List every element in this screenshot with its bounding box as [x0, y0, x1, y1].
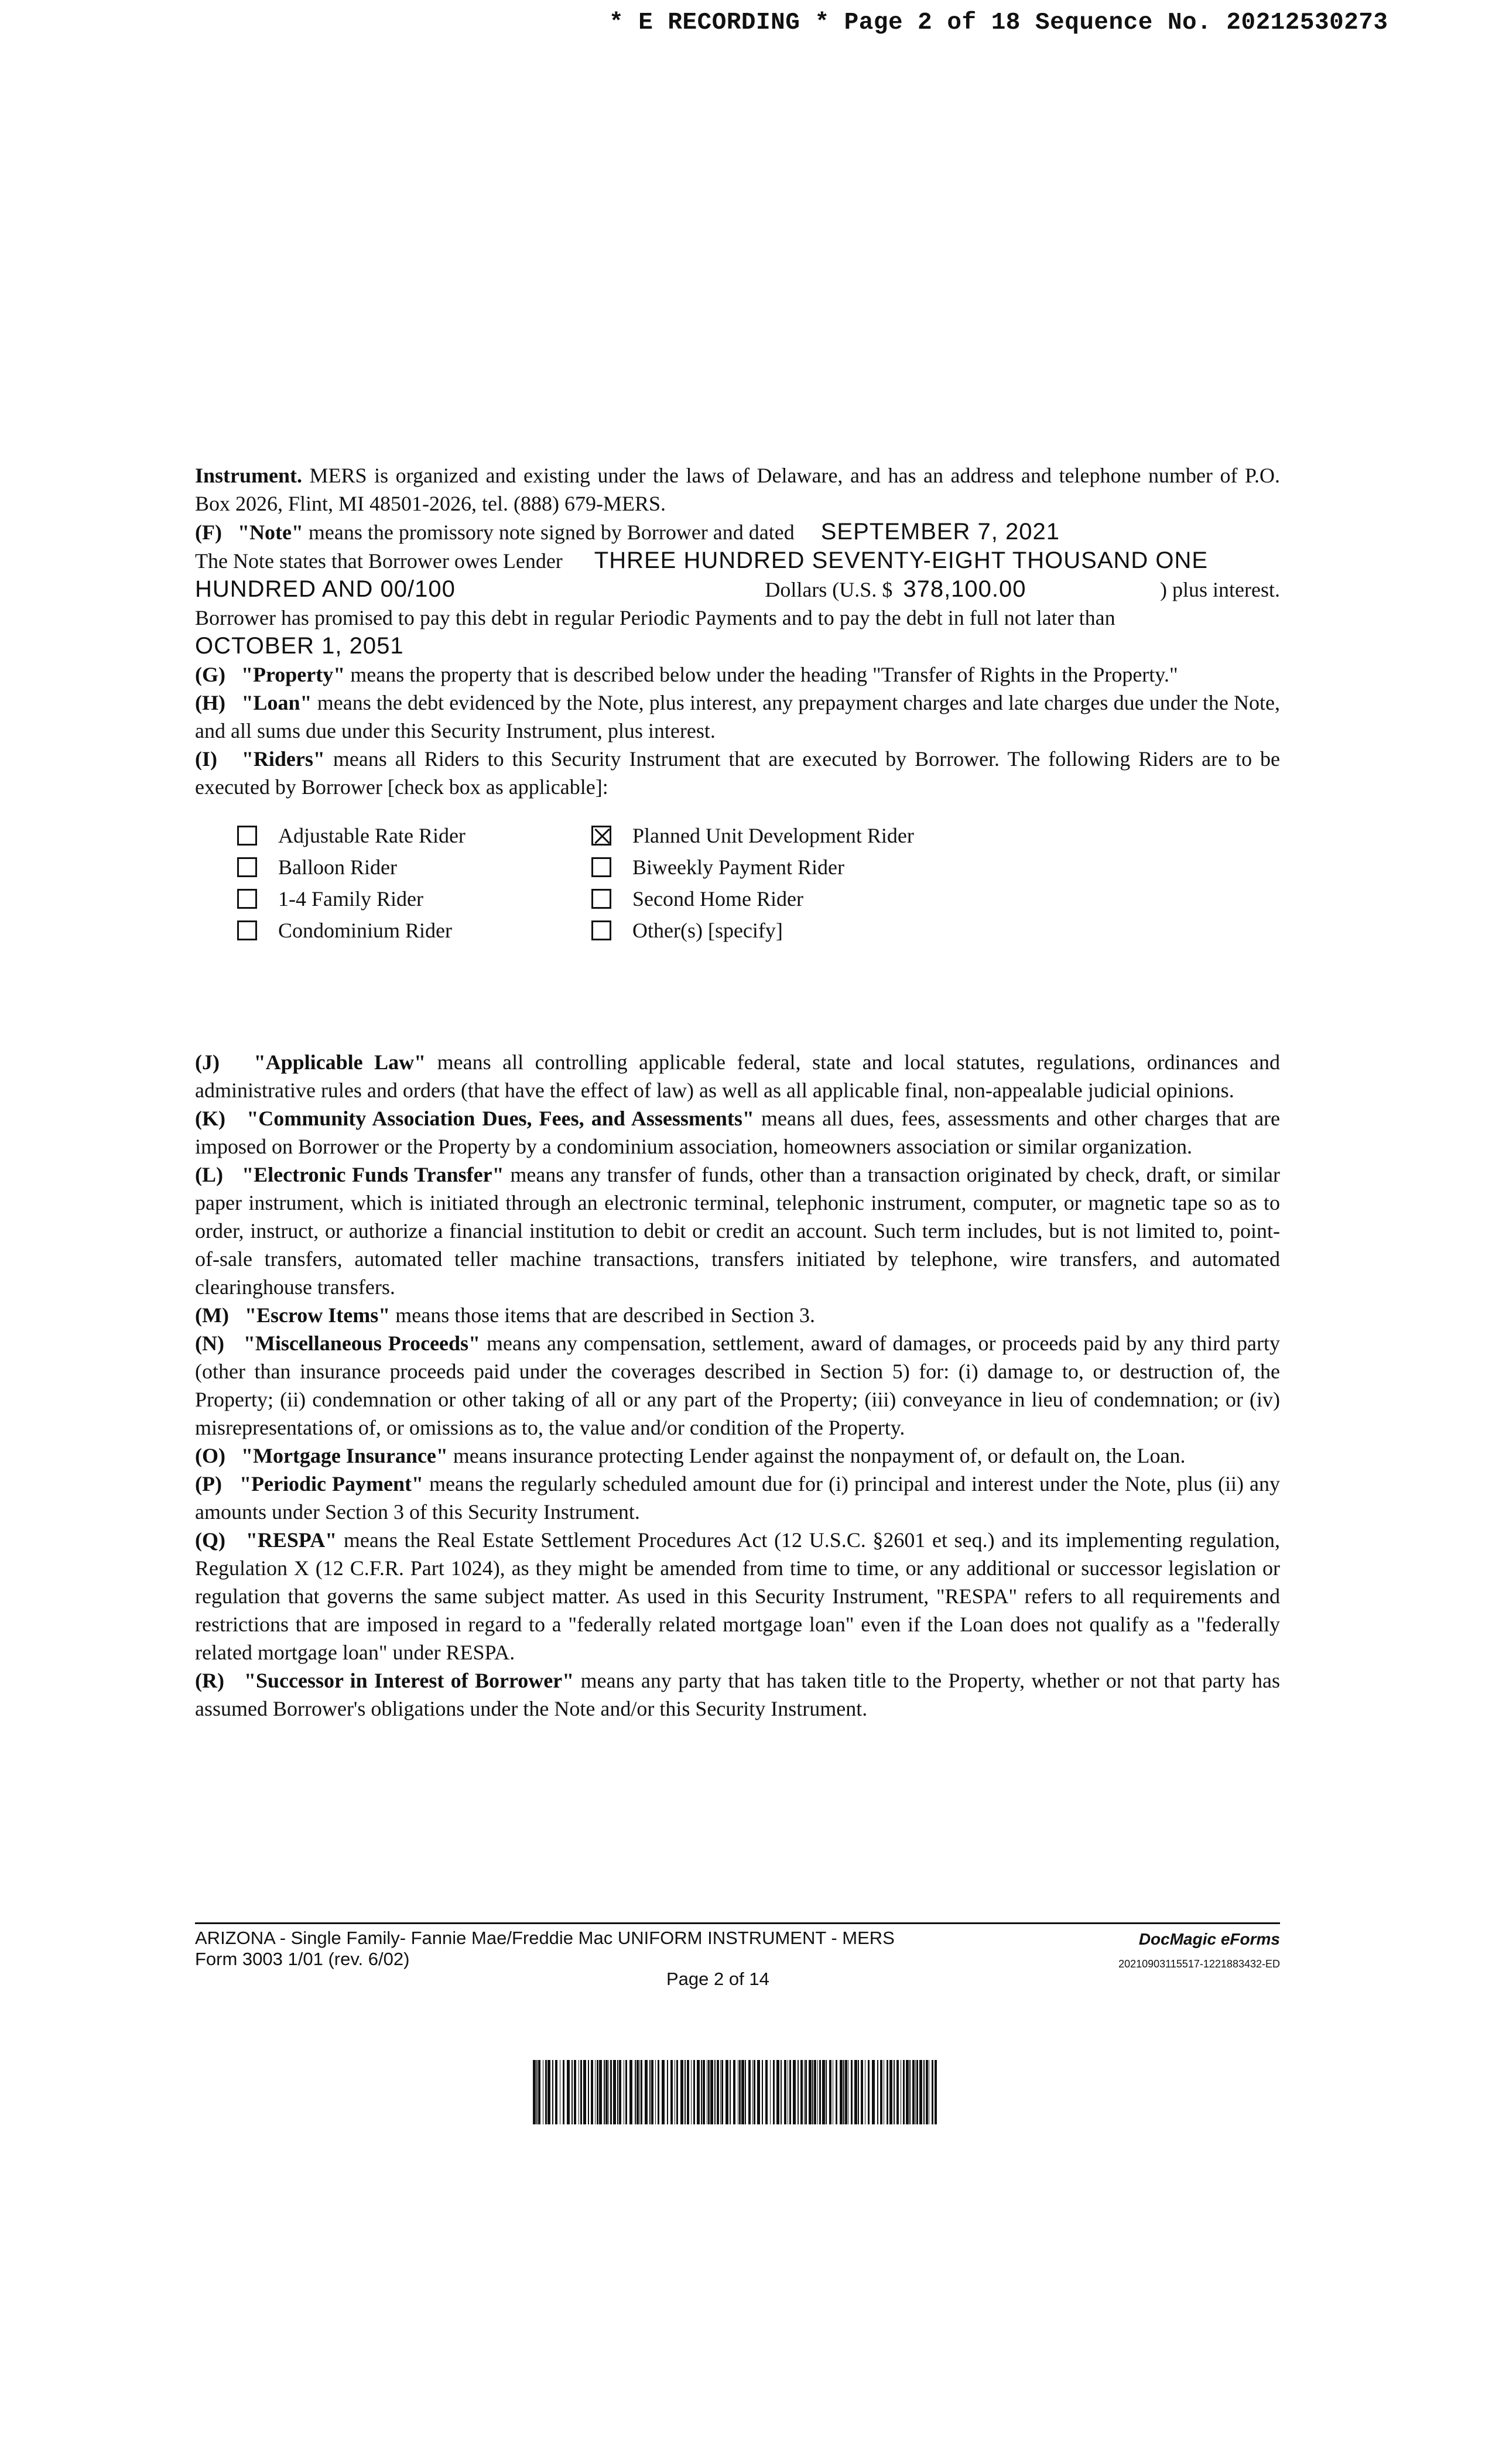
definition-text: means all Riders to this Security Instrument that are executed by Borrower. The following Riders are to be executed by Borrower [check box as applicable]: [195, 747, 1281, 799]
definition-term: "Miscellaneous Proceeds" [243, 1332, 481, 1355]
definition-paragraph [195, 1104, 1280, 1161]
definition-tag: (L) [195, 1163, 223, 1186]
definition-term: "Mortgage Insurance" [241, 1444, 448, 1467]
amount-words-a: THREE HUNDRED SEVENTY-EIGHT THOUSAND ONE [594, 547, 1209, 573]
definition-term: "RESPA" [245, 1528, 337, 1552]
amount-words-b: HUNDRED AND 00/100 [195, 576, 456, 602]
definition-tag: (N) [195, 1332, 224, 1355]
definition-text: means any party that has taken title to the Property, whether or not that party has assumed Borrower's obligations under the Note and/or this Security Instrument. [195, 1669, 1280, 1720]
definition-text: means insurance protecting Lender against the nonpayment of, or default on, the Loan. [453, 1444, 1186, 1467]
maturity-date: OCTOBER 1, 2051 [195, 633, 404, 659]
definition-term: "Escrow Items" [244, 1303, 391, 1327]
definition-tag: (M) [195, 1303, 229, 1327]
rider-label: Balloon Rider [278, 855, 397, 879]
definition-text: means those items that are described in Section 3. [395, 1303, 816, 1327]
rider-checkbox [591, 857, 611, 877]
riders-left-column [237, 820, 466, 946]
rider-label: Planned Unit Development Rider [632, 824, 914, 847]
document-body [195, 461, 1280, 1723]
definition-text: means all controlling applicable federal, state and local statutes, regulations, ordinances and administrative rules and orders (that have the effect of law) as well as all applicable final, non-appealable judicial opinions. [195, 1050, 1281, 1102]
rider-item [237, 820, 466, 851]
rider-checkbox [237, 826, 257, 846]
definition-paragraph [195, 1329, 1280, 1442]
definition-tag: (I) [195, 747, 217, 771]
form-footer [195, 1922, 1280, 1989]
rider-label: Adjustable Rate Rider [278, 824, 466, 847]
rider-item [591, 883, 914, 915]
rider-checkbox [237, 889, 257, 909]
dollars-group [765, 575, 1026, 604]
definition-text: means the property that is described below under the heading "Transfer of Rights in the Property." [350, 663, 1178, 686]
definition-text: means the debt evidenced by the Note, plus interest, any prepayment charges and late charges due under the Note, and all sums due under this Security Instrument, plus interest. [195, 691, 1281, 742]
definition-text: means the Real Estate Settlement Procedures Act (12 U.S.C. §2601 et seq.) and its implementing regulation, Regulation X (12 C.F.R. Part 1024), as they might be amended from time to time, or any additional or successor legislation or regulation that governs the same subject matter. As used in this Security Instrument, "RESPA" refers to all requirements and restrictions that are imposed in regard to a "federally related mortgage loan" even if the Loan does not qualify as a "federally related mortgage loan" under RESPA. [195, 1528, 1281, 1664]
definitions-group-b [195, 1048, 1280, 1723]
note-text-2: The Note states that Borrower owes Lender [195, 549, 563, 573]
definition-paragraph [195, 1048, 1280, 1104]
note-line-4 [195, 604, 1280, 632]
definition-text: means the regularly scheduled amount due for (i) principal and interest under the Note, plus (ii) any amounts under Section 3 of this Security Instrument. [195, 1472, 1281, 1524]
docmagic-logo: DocMagic eForms [1138, 1930, 1280, 1948]
recording-header: * E RECORDING * Page 2 of 18 Sequence No. 20212530273 [609, 9, 1388, 36]
note-line-3 [195, 575, 1280, 604]
definition-tag: (G) [195, 663, 225, 686]
definition-term: "Riders" [241, 747, 325, 771]
rider-item [237, 851, 466, 883]
definition-paragraph [195, 745, 1280, 801]
definition-tag: (P) [195, 1472, 222, 1495]
definition-tag: (Q) [195, 1528, 225, 1552]
definition-paragraph [195, 1161, 1280, 1301]
rider-checkbox [591, 826, 611, 846]
definition-term: "Successor in Interest of Borrower" [244, 1669, 574, 1692]
riders-checklist [237, 820, 1280, 960]
rider-label: Condominium Rider [278, 919, 452, 942]
form-title: ARIZONA - Single Family- Fannie Mae/Freddie Mac UNIFORM INSTRUMENT - MERS [195, 1928, 895, 1948]
rider-item [591, 820, 914, 851]
definition-term: "Loan" [241, 691, 312, 714]
rider-checkbox [591, 889, 611, 909]
definition-paragraph [195, 1442, 1280, 1470]
rider-label: Other(s) [specify] [632, 919, 783, 942]
definition-text: means any compensation, settlement, award of damages, or proceeds paid by any third party (other than insurance proceeds paid under the coverages described in Section 5) for: (i) damage to, or destruction of, the Property; (ii) condemnation or other taking of all or any part of the Property; (iii) conveyance in lieu of condemnation; or (iv) misrepresentations of, or omissions as to, the value and/or condition of the Property. [195, 1332, 1281, 1439]
definition-paragraph [195, 1526, 1280, 1666]
definition-term: "Property" [241, 663, 345, 686]
form-number: Form 3003 1/01 (rev. 6/02) [195, 1949, 410, 1969]
footer-left [195, 1928, 895, 1970]
rider-item [237, 915, 466, 946]
definition-paragraph [195, 689, 1280, 745]
plus-interest: ) plus interest. [1160, 578, 1280, 601]
rider-label: Biweekly Payment Rider [632, 855, 844, 879]
note-line-2 [195, 546, 1280, 575]
definition-note [195, 518, 1280, 661]
definition-paragraph [195, 1470, 1280, 1526]
definition-tag: (H) [195, 691, 225, 714]
definition-tag: (K) [195, 1107, 225, 1130]
definition-text: means all dues, fees, assessments and other charges that are imposed on Borrower or the Property by a condominium association, homeowners association or similar organization. [195, 1107, 1281, 1158]
definition-paragraph [195, 1301, 1280, 1329]
definition-term: "Periodic Payment" [239, 1472, 423, 1495]
rider-item [237, 883, 466, 915]
rider-checkbox [237, 857, 257, 877]
note-tag: (F) [195, 521, 222, 544]
footer-right [1118, 1929, 1280, 1974]
spacer [195, 960, 1280, 1048]
definitions-group-a [195, 661, 1280, 801]
rider-label: 1-4 Family Rider [278, 887, 423, 911]
rider-checkbox [591, 920, 611, 940]
definition-paragraph [195, 661, 1280, 689]
definition-term: "Electronic Funds Transfer" [242, 1163, 504, 1186]
definition-paragraph [195, 1666, 1280, 1723]
note-date: SEPTEMBER 7, 2021 [820, 519, 1060, 545]
page-number: Page 2 of 14 [666, 1969, 769, 1989]
note-text-3: Borrower has promised to pay this debt in regular Periodic Payments and to pay the debt in full not later than [195, 606, 1115, 629]
definition-tag: (J) [195, 1050, 220, 1074]
document-id: 20210903115517-1221883432-ED [1118, 1958, 1280, 1970]
rider-label: Second Home Rider [632, 887, 803, 911]
definition-term: "Applicable Law" [254, 1050, 426, 1074]
loan-amount: 378,100.00 [903, 576, 1026, 602]
rider-checkbox [237, 920, 257, 940]
definition-tag: (R) [195, 1669, 224, 1692]
rider-item [591, 851, 914, 883]
note-text-1: means the promissory note signed by Borrower and dated [308, 521, 795, 544]
instrument-label: Instrument. [195, 464, 303, 487]
note-line-1 [195, 518, 1280, 546]
rider-item [591, 915, 914, 946]
mers-paragraph [195, 461, 1280, 518]
definition-tag: (O) [195, 1444, 225, 1467]
note-line-5 [195, 632, 1280, 661]
mers-text: MERS is organized and existing under the laws of Delaware, and has an address and telephone number of P.O. Box 2026, Flint, MI 48501-2026, tel. (888) 679-MERS. [195, 464, 1280, 515]
definition-term: "Community Association Dues, Fees, and Assessments" [247, 1107, 754, 1130]
definition-text: means any transfer of funds, other than a transaction originated by check, draft, or similar paper instrument, which is initiated through an electronic terminal, telephonic instrument, computer, or magnetic tape so as to order, instruct, or authorize a financial institution to debit or credit an account. Such term includes, but is not limited to, point-of-sale transfers, automated teller machine transactions, transfers initiated by telephone, wire transfers, and automated clearinghouse transfers. [195, 1163, 1280, 1299]
note-label: "Note" [237, 521, 303, 544]
riders-right-column [591, 820, 914, 946]
barcode-image [533, 2060, 937, 2124]
dollars-label: Dollars (U.S. $ [765, 578, 893, 601]
